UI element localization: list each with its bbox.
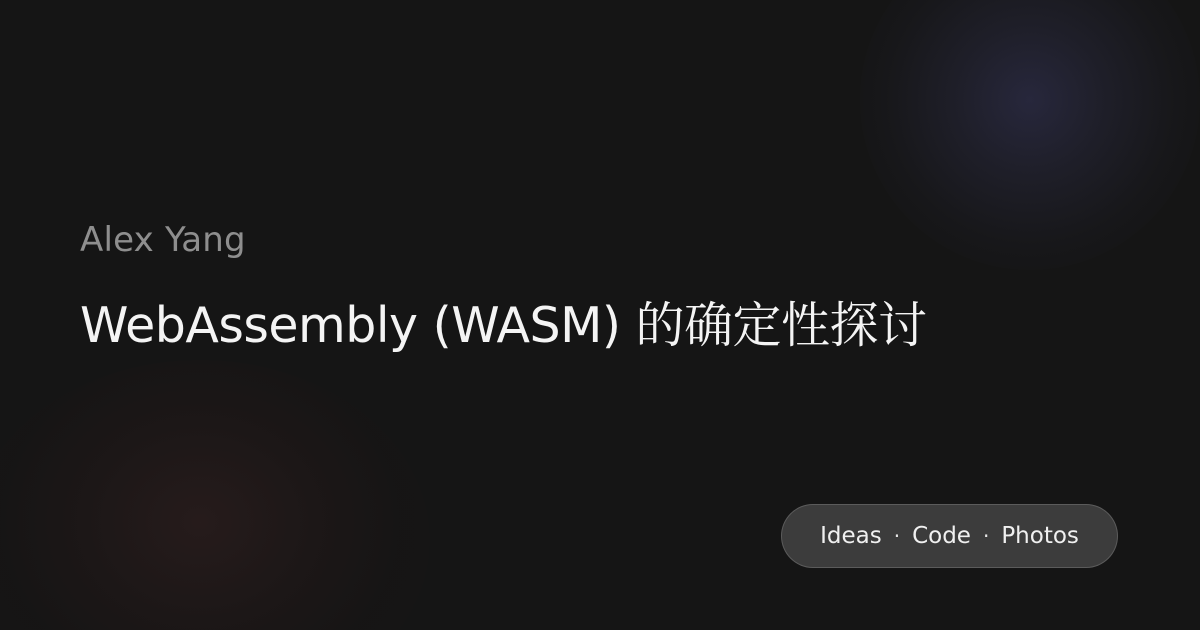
tag-pill	[781, 504, 1118, 568]
author-name: Alex Yang	[80, 220, 246, 260]
tag-photos: Photos	[1001, 523, 1079, 549]
tag-separator: ·	[982, 524, 990, 548]
red-glow-decoration	[0, 360, 430, 630]
tag-code: Code	[912, 523, 971, 549]
post-title: WebAssembly (WASM) 的确定性探讨	[80, 297, 927, 354]
blue-glow-decoration	[860, 0, 1200, 270]
tag-separator: ·	[893, 524, 901, 548]
tag-ideas: Ideas	[820, 523, 882, 549]
